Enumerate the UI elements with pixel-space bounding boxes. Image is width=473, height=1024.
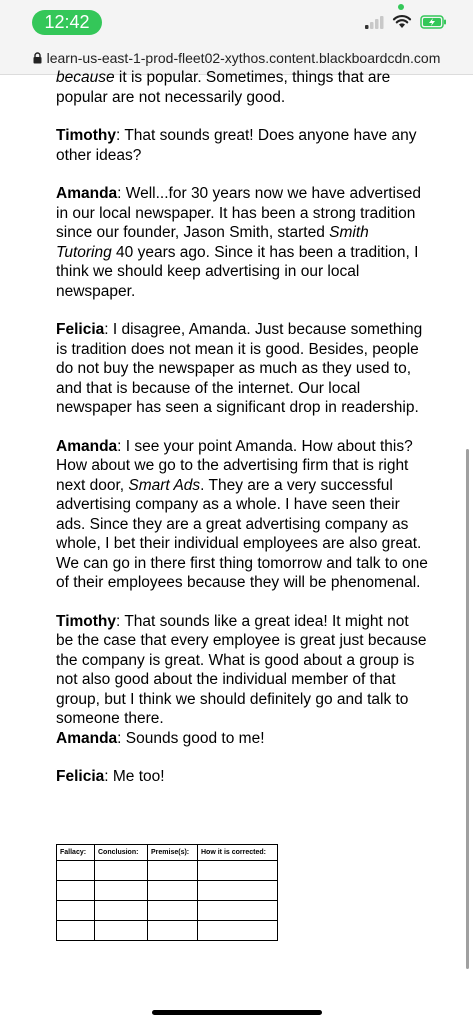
dialogue-text: : Sounds good to me! [117,729,265,747]
dialogue-amanda-2 [56,437,428,593]
table-row [57,901,278,921]
italic-text: Smith Tutoring [56,224,369,261]
speaker-name: Amanda [56,185,118,202]
address-bar[interactable] [0,46,473,70]
table-cell [57,861,95,881]
dialogue-text: : That sounds great! Does anyone have any other ideas? [56,127,417,164]
paragraph-continued [56,68,428,107]
dialogue-text: : I see your point Amanda. How about this? How about we go to the advertising firm that is right next door, [56,437,413,494]
paragraph-text: it is popular. Sometimes, things that are popular are not necessarily good. [56,69,391,106]
dialogue-text: . They are a very successful advertising company as a whole. I have seen their ads. Since they are a great advertising company as whole, I bet their individual employees are also great. We can go in there first thing tomorrow and talk to one of their employees because they will be phenomenal. [56,476,428,591]
privacy-indicator-icon [398,4,404,10]
table-cell [148,921,198,941]
table-cell [148,861,198,881]
cellular-signal-icon [365,16,385,29]
table-cell [148,901,198,921]
dialogue-timothy-2 [56,612,428,729]
dialogue-text: : I disagree, Amanda. Just because something is tradition does not mean it is good. Besides, people do not buy the newspaper as much as they used to, and that is because of the internet. Our local newspaper has seen a significant drop in readership. [56,321,423,416]
dialogue-text: : Me too! [104,768,165,785]
table-cell [57,901,95,921]
dialogue-felicia-1 [56,320,428,418]
table-row [57,881,278,901]
dialogue-text: 40 years ago. Since it has been a tradition, I think we should keep advertising in our local newspaper. [56,243,419,300]
status-time: 12:42 [32,10,102,35]
speaker-name: Felicia [56,768,105,785]
speaker-name: Timothy [56,127,116,144]
battery-charging-icon [420,15,448,29]
speaker-name: Amanda [56,729,118,747]
status-and-address-bar [0,0,473,75]
table-cell [198,861,278,881]
table-cell [57,921,95,941]
italic-text: because [56,69,115,86]
table-row [57,861,278,881]
dialogue-amanda-1 [56,184,428,301]
header-conclusion: Conclusion: [95,845,148,861]
table-cell [148,881,198,901]
dialogue-text: : That sounds like a great idea! It might not be the case that every employee is great just because the company is great. What is good about a group is not also good about the individual member of that group, but I think we should definitely go and talk to someone there. [56,612,427,727]
document-body [56,68,428,806]
header-correction: How it is corrected: [198,845,278,861]
table-row [57,921,278,941]
dialogue-text: : Well...for 30 years now we have advertised in our local newspaper. It has been a strong tradition since our founder, Jason Smith, started [56,185,421,241]
table-cell [95,921,148,941]
table-cell [95,861,148,881]
table-cell [198,901,278,921]
speaker-name: Felicia [56,321,105,338]
speaker-name: Timothy [56,612,116,630]
dialogue-felicia-2 [56,767,428,787]
table-cell [198,921,278,941]
speaker-name: Amanda [56,437,118,455]
wifi-icon [392,14,412,29]
table-cell [95,881,148,901]
header-premises: Premise(s): [148,845,198,861]
lock-icon [33,52,42,64]
table-cell [57,881,95,901]
italic-text: Smart Ads [128,476,201,494]
fallacy-worksheet-table [56,844,278,941]
table-cell [95,901,148,921]
table-header-row [57,845,278,861]
dialogue-timothy-1 [56,126,428,165]
home-indicator[interactable] [152,1010,322,1015]
url-text: learn-us-east-1-prod-fleet02-xythos.content.blackboardcdn.com [46,50,441,66]
scrollbar[interactable] [466,449,469,969]
dialogue-amanda-3 [56,729,428,749]
table-cell [198,881,278,901]
header-fallacy: Fallacy: [57,845,95,861]
